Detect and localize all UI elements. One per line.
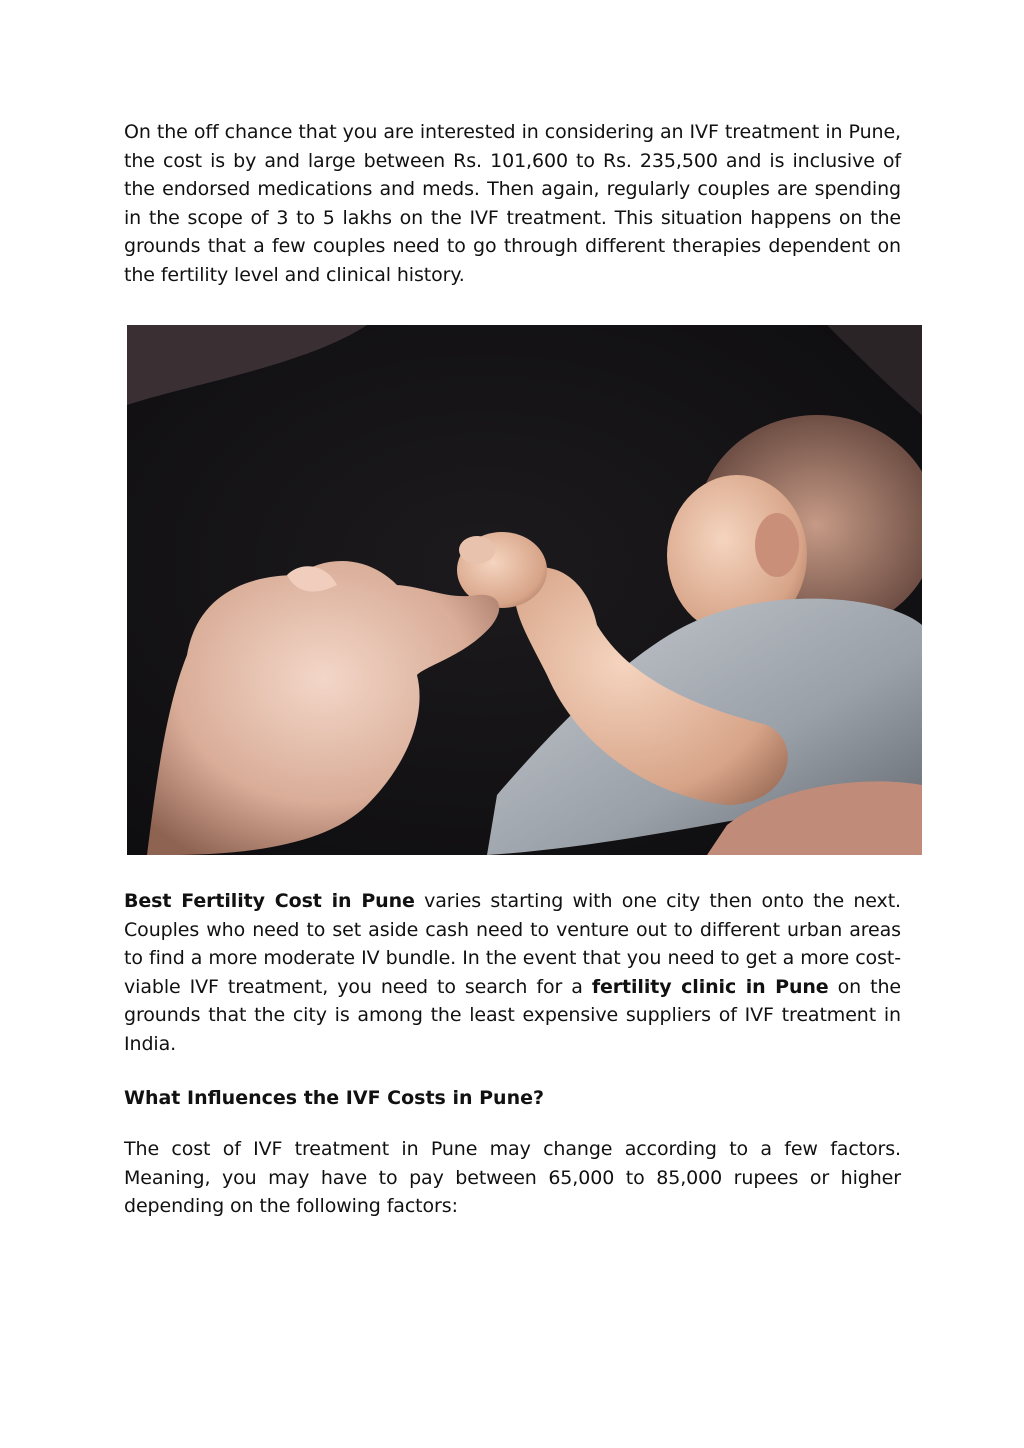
photo-parent-holding-baby-hand xyxy=(127,325,922,855)
paragraph-text: varies starting with one city then onto the next. Couples who need to set aside cash need to venture out to different urban areas to find a more moderate IV bundle. In the event that you need to get a more cost-viable IVF treatment, you need to search for a xyxy=(124,890,901,998)
fertility-cost-paragraph xyxy=(124,887,901,1059)
bold-link-text-fertility-clinic: fertility clinic in Pune xyxy=(591,975,829,998)
bold-link-text-best-fertility-cost: Best Fertility Cost in Pune xyxy=(124,890,415,912)
paragraph-text: on the grounds that the city is among the least expensive suppliers of IVF treatment in India. xyxy=(124,975,901,1055)
cost-factors-paragraph: The cost of IVF treatment in Pune may change according to a few factors. Meaning, you may have to pay between 65,000 to 85,000 rupees or higher depending on the following factors: xyxy=(124,1138,901,1218)
section-heading: What Influences the IVF Costs in Pune? xyxy=(124,1087,545,1109)
photo-illustration xyxy=(127,325,922,855)
intro-paragraph: On the off chance that you are interested in considering an IVF treatment in Pune, the cost is by and large between Rs. 101,600 to Rs. 235,500 and is inclusive of the endorsed medications and meds. Then again, regularly couples are spending in the scope of 3 to 5 lakhs on the IVF treatment. This situation happens on the grounds that a few couples need to go through different therapies dependent on the fertility level and clinical history. xyxy=(124,121,901,286)
